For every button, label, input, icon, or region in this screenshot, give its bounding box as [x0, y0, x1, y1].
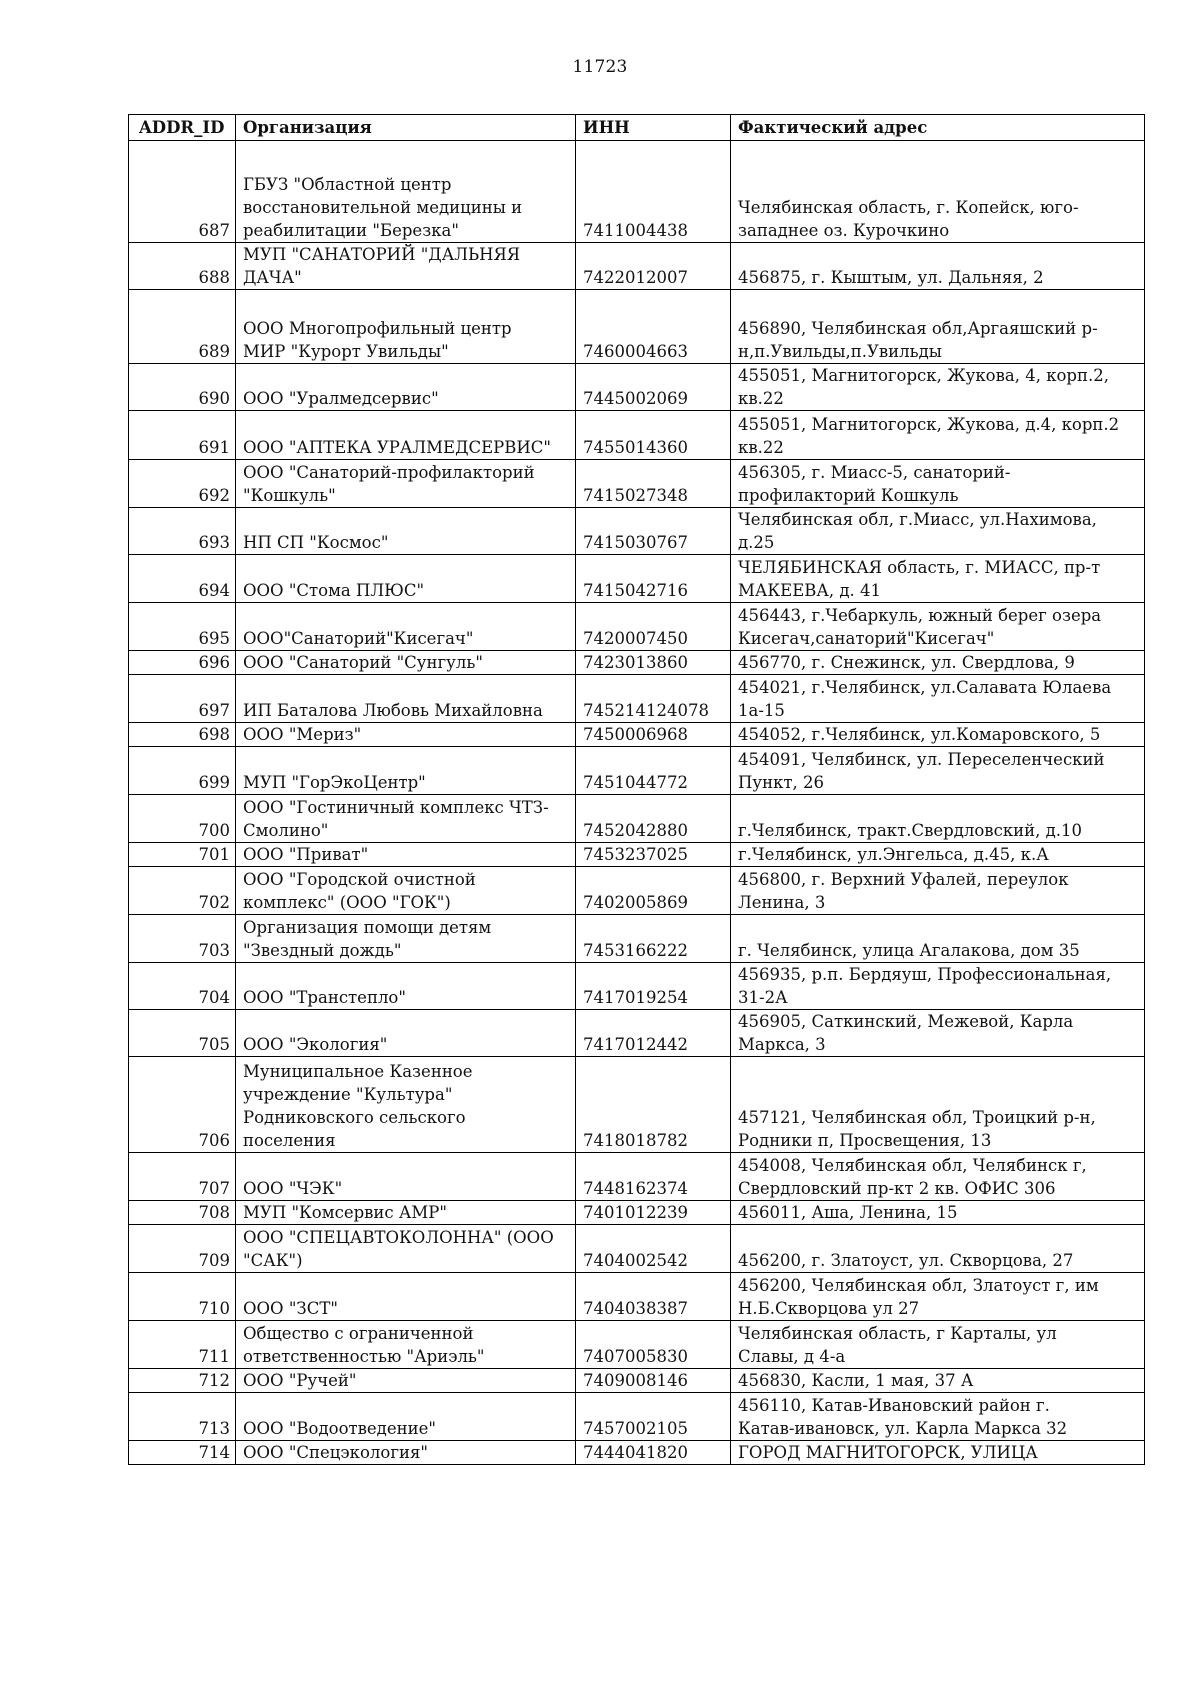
organization-cell: ООО "АПТЕКА УРАЛМЕДСЕРВИС"	[236, 411, 576, 460]
inn-cell: 7452042880	[576, 795, 731, 843]
organization-cell: ООО "Водоотведение"	[236, 1393, 576, 1441]
addr-id-cell: 712	[129, 1369, 236, 1393]
organization-cell: ООО "Уралмедсервис"	[236, 364, 576, 411]
organization-cell: Организация помощи детям "Звездный дождь"	[236, 915, 576, 963]
table-row	[129, 364, 1145, 411]
table-row	[129, 1321, 1145, 1369]
addr-id-cell: 709	[129, 1225, 236, 1273]
inn-cell: 7423013860	[576, 651, 731, 675]
address-cell: 456443, г.Чебаркуль, южный берег озера Кисегач,санаторий"Кисегач"	[731, 603, 1145, 651]
addr-id-cell: 701	[129, 843, 236, 867]
address-cell: 456770, г. Снежинск, ул. Свердлова, 9	[731, 651, 1145, 675]
organization-cell: ООО "Стома ПЛЮС"	[236, 555, 576, 603]
organization-cell: Муниципальное Казенное учреждение "Культура" Родниковского сельского поселения	[236, 1057, 576, 1153]
organization-cell: ООО "ЗСТ"	[236, 1273, 576, 1321]
header-addr-id: ADDR_ID	[129, 115, 236, 141]
table-row	[129, 1010, 1145, 1057]
inn-cell: 7451044772	[576, 747, 731, 795]
table-row	[129, 411, 1145, 460]
organization-cell: ООО "Санаторий "Сунгуль"	[236, 651, 576, 675]
organization-cell: ООО "Приват"	[236, 843, 576, 867]
table-row	[129, 867, 1145, 915]
address-cell: ЧЕЛЯБИНСКАЯ область, г. МИАСС, пр-т МАКЕЕВА, д. 41	[731, 555, 1145, 603]
table-row	[129, 963, 1145, 1010]
organization-cell: ООО Многопрофильный центр МИР "Курорт Увильды"	[236, 290, 576, 364]
inn-cell: 7445002069	[576, 364, 731, 411]
table-row	[129, 651, 1145, 675]
organization-cell: ООО "Транстепло"	[236, 963, 576, 1010]
table-row	[129, 508, 1145, 555]
addr-id-cell: 697	[129, 675, 236, 723]
table-row	[129, 1369, 1145, 1393]
organization-cell: ООО "Экология"	[236, 1010, 576, 1057]
address-cell: 454052, г.Челябинск, ул.Комаровского, 5	[731, 723, 1145, 747]
table-row	[129, 747, 1145, 795]
inn-cell: 7460004663	[576, 290, 731, 364]
inn-cell: 7401012239	[576, 1201, 731, 1225]
table-row	[129, 1393, 1145, 1441]
addr-id-cell: 691	[129, 411, 236, 460]
header-row	[129, 115, 1145, 141]
addr-id-cell: 704	[129, 963, 236, 1010]
address-cell: 454008, Челябинская обл, Челябинск г, Свердловский пр-кт 2 кв. ОФИС 306	[731, 1153, 1145, 1201]
inn-cell: 7448162374	[576, 1153, 731, 1201]
address-cell: 456200, Челябинская обл, Златоуст г, им Н.Б.Скворцова ул 27	[731, 1273, 1145, 1321]
address-cell: 455051, Магнитогорск, Жукова, д.4, корп.2 кв.22	[731, 411, 1145, 460]
addr-id-cell: 699	[129, 747, 236, 795]
inn-cell: 7402005869	[576, 867, 731, 915]
inn-cell: 7455014360	[576, 411, 731, 460]
table-row	[129, 141, 1145, 243]
table-row	[129, 843, 1145, 867]
addr-id-cell: 689	[129, 290, 236, 364]
inn-cell: 7417019254	[576, 963, 731, 1010]
addr-id-cell: 714	[129, 1441, 236, 1465]
addr-id-cell: 688	[129, 243, 236, 290]
table-row	[129, 555, 1145, 603]
organization-cell: ООО "Санаторий-профилакторий "Кошкуль"	[236, 460, 576, 508]
address-cell: 456110, Катав-Ивановский район г. Катав-ивановск, ул. Карла Маркса 32	[731, 1393, 1145, 1441]
addr-id-cell: 702	[129, 867, 236, 915]
organization-cell: ООО "ЧЭК"	[236, 1153, 576, 1201]
inn-cell: 7457002105	[576, 1393, 731, 1441]
table-row	[129, 795, 1145, 843]
addr-id-cell: 711	[129, 1321, 236, 1369]
address-cell: Челябинская область, г Карталы, ул Славы, д 4-а	[731, 1321, 1145, 1369]
organization-cell: ООО "Мериз"	[236, 723, 576, 747]
table-row	[129, 1201, 1145, 1225]
addr-id-cell: 690	[129, 364, 236, 411]
addr-id-cell: 705	[129, 1010, 236, 1057]
address-cell: 456800, г. Верхний Уфалей, переулок Ленина, 3	[731, 867, 1145, 915]
table-header	[129, 115, 1145, 141]
organization-cell: ООО "СПЕЦАВТОКОЛОННА" (ООО "САК")	[236, 1225, 576, 1273]
organization-cell: ИП Баталова Любовь Михайловна	[236, 675, 576, 723]
organization-cell: ГБУЗ "Областной центр восстановительной медицины и реабилитации "Березка"	[236, 141, 576, 243]
addr-id-cell: 695	[129, 603, 236, 651]
address-cell: 456305, г. Миасс-5, санаторий- профилакторий Кошкуль	[731, 460, 1145, 508]
inn-cell: 7444041820	[576, 1441, 731, 1465]
inn-cell: 7411004438	[576, 141, 731, 243]
table-row	[129, 243, 1145, 290]
table-row	[129, 603, 1145, 651]
address-cell: 454021, г.Челябинск, ул.Салавата Юлаева 1а-15	[731, 675, 1145, 723]
organization-cell: МУП "Комсервис АМР"	[236, 1201, 576, 1225]
inn-cell: 7415027348	[576, 460, 731, 508]
address-cell: 456905, Саткинский, Межевой, Карла Маркса, 3	[731, 1010, 1145, 1057]
table-row	[129, 1153, 1145, 1201]
inn-cell: 7418018782	[576, 1057, 731, 1153]
address-cell: 455051, Магнитогорск, Жукова, 4, корп.2, кв.22	[731, 364, 1145, 411]
table-row	[129, 290, 1145, 364]
inn-cell: 7415042716	[576, 555, 731, 603]
address-cell: 457121, Челябинская обл, Троицкий р-н, Родники п, Просвещения, 13	[731, 1057, 1145, 1153]
header-inn: ИНН	[576, 115, 731, 141]
addr-id-cell: 708	[129, 1201, 236, 1225]
organization-cell: ООО"Санаторий"Кисегач"	[236, 603, 576, 651]
table-body	[129, 141, 1145, 1465]
address-cell: 456875, г. Кыштым, ул. Дальняя, 2	[731, 243, 1145, 290]
table-row	[129, 723, 1145, 747]
addr-id-cell: 692	[129, 460, 236, 508]
organization-cell: МУП "САНАТОРИЙ "ДАЛЬНЯЯ ДАЧА"	[236, 243, 576, 290]
table-row	[129, 1441, 1145, 1465]
address-cell: 456890, Челябинская обл,Аргаяшский р- н,п.Увильды,п.Увильды	[731, 290, 1145, 364]
address-cell: 454091, Челябинск, ул. Переселенческий Пункт, 26	[731, 747, 1145, 795]
addr-id-cell: 694	[129, 555, 236, 603]
header-organization: Организация	[236, 115, 576, 141]
organization-cell: ООО "Гостиничный комплекс ЧТЗ- Смолино"	[236, 795, 576, 843]
address-cell: 456011, Аша, Ленина, 15	[731, 1201, 1145, 1225]
inn-cell: 7415030767	[576, 508, 731, 555]
table-row	[129, 1225, 1145, 1273]
addr-id-cell: 698	[129, 723, 236, 747]
address-cell: г. Челябинск, улица Агалакова, дом 35	[731, 915, 1145, 963]
addr-id-cell: 710	[129, 1273, 236, 1321]
inn-cell: 7417012442	[576, 1010, 731, 1057]
inn-cell: 745214124078	[576, 675, 731, 723]
addr-id-cell: 687	[129, 141, 236, 243]
header-address: Фактический адрес	[731, 115, 1145, 141]
addr-id-cell: 707	[129, 1153, 236, 1201]
table-row	[129, 915, 1145, 963]
address-cell: 456200, г. Златоуст, ул. Скворцова, 27	[731, 1225, 1145, 1273]
address-cell: Челябинская обл, г.Миасс, ул.Нахимова, д.25	[731, 508, 1145, 555]
addr-id-cell: 700	[129, 795, 236, 843]
inn-cell: 7420007450	[576, 603, 731, 651]
inn-cell: 7453166222	[576, 915, 731, 963]
page-number: 11723	[572, 57, 628, 77]
organization-cell: ООО "Спецэкология"	[236, 1441, 576, 1465]
inn-cell: 7404038387	[576, 1273, 731, 1321]
addr-id-cell: 693	[129, 508, 236, 555]
inn-cell: 7407005830	[576, 1321, 731, 1369]
organization-cell: МУП "ГорЭкоЦентр"	[236, 747, 576, 795]
table-row	[129, 1057, 1145, 1153]
organization-cell: ООО "Городской очистной комплекс" (ООО "ГОК")	[236, 867, 576, 915]
table-row	[129, 1273, 1145, 1321]
inn-cell: 7422012007	[576, 243, 731, 290]
address-cell: Челябинская область, г. Копейск, юго- западнее оз. Курочкино	[731, 141, 1145, 243]
address-cell: ГОРОД МАГНИТОГОРСК, УЛИЦА	[731, 1441, 1145, 1465]
inn-cell: 7450006968	[576, 723, 731, 747]
address-cell: г.Челябинск, тракт.Свердловский, д.10	[731, 795, 1145, 843]
address-cell: 456935, р.п. Бердяуш, Профессиональная, 31-2А	[731, 963, 1145, 1010]
inn-cell: 7404002542	[576, 1225, 731, 1273]
organization-cell: Общество с ограниченной ответственностью "Ариэль"	[236, 1321, 576, 1369]
table-row	[129, 675, 1145, 723]
addr-id-cell: 696	[129, 651, 236, 675]
addr-id-cell: 713	[129, 1393, 236, 1441]
inn-cell: 7409008146	[576, 1369, 731, 1393]
addr-id-cell: 703	[129, 915, 236, 963]
table-row	[129, 460, 1145, 508]
organizations-table	[128, 114, 1145, 1465]
organization-cell: ООО "Ручей"	[236, 1369, 576, 1393]
address-cell: 456830, Касли, 1 мая, 37 А	[731, 1369, 1145, 1393]
organization-cell: НП СП "Космос"	[236, 508, 576, 555]
addr-id-cell: 706	[129, 1057, 236, 1153]
address-cell: г.Челябинск, ул.Энгельса, д.45, к.А	[731, 843, 1145, 867]
inn-cell: 7453237025	[576, 843, 731, 867]
